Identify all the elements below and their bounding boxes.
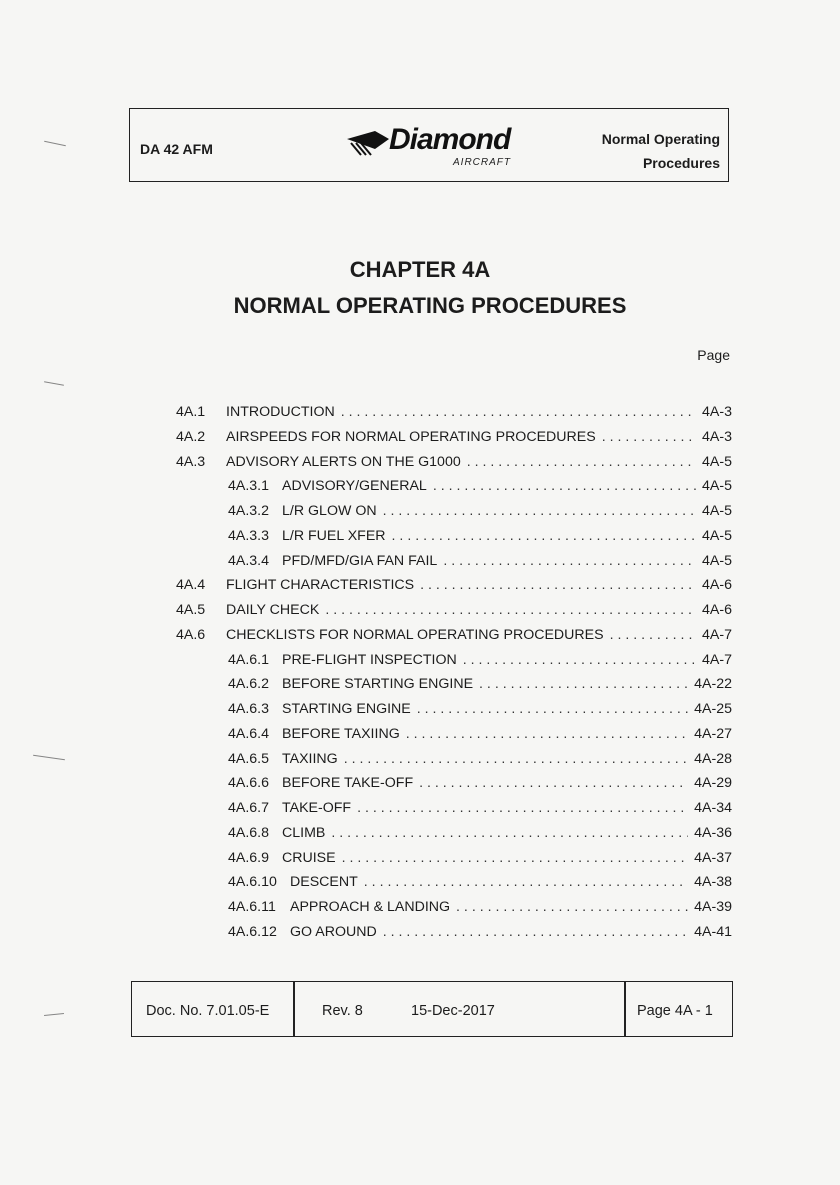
toc-entry-number: 4A.6.11 xyxy=(228,899,276,915)
toc-entry-number: 4A.6.7 xyxy=(228,800,270,816)
toc-entry-title: STARTING ENGINE xyxy=(282,701,411,717)
toc-dot-leader xyxy=(456,899,688,915)
footer-date: 15-Dec-2017 xyxy=(411,1003,495,1019)
toc-entry-title: DESCENT xyxy=(290,874,358,891)
toc-entry xyxy=(228,850,732,870)
toc-dot-leader xyxy=(419,775,688,791)
scan-mark xyxy=(44,1013,64,1016)
toc-entry-title: ADVISORY/GENERAL xyxy=(282,478,427,495)
toc-entry xyxy=(228,478,732,498)
wing-logo-icon xyxy=(345,127,391,157)
toc-entry-page: 4A-36 xyxy=(694,824,732,841)
toc-entry xyxy=(176,602,732,622)
toc-entry-number: 4A.6.2 xyxy=(228,676,270,693)
toc-entry-number: 4A.6.6 xyxy=(228,775,270,792)
toc-entry-number: 4A.3.4 xyxy=(228,552,270,569)
toc-entry-page: 4A-3 xyxy=(702,404,732,420)
toc-entry-page: 4A-38 xyxy=(694,874,732,891)
toc-entry xyxy=(228,676,732,696)
toc-entry-page: 4A-34 xyxy=(694,800,732,816)
toc-entry-title: CLIMB xyxy=(282,824,326,841)
footer-divider xyxy=(624,982,626,1036)
scan-mark xyxy=(33,755,65,760)
toc-entry xyxy=(228,800,732,820)
toc-dot-leader xyxy=(341,404,696,420)
toc-entry-title: BEFORE STARTING ENGINE xyxy=(282,676,474,693)
toc-dot-leader xyxy=(344,751,688,767)
toc-dot-leader xyxy=(610,627,696,643)
diamond-aircraft-logo xyxy=(345,123,525,173)
toc-entry-number: 4A.4 xyxy=(176,577,206,594)
toc-entry-title: AIRSPEEDS FOR NORMAL OPERATING PROCEDURES xyxy=(226,428,596,445)
logo-wordmark: Diamond xyxy=(389,123,511,156)
toc-entry-page: 4A-28 xyxy=(694,750,732,767)
toc-entry-page: 4A-5 xyxy=(702,453,732,470)
toc-entry xyxy=(176,404,732,424)
toc-entry-number: 4A.6.12 xyxy=(228,923,277,940)
scan-mark xyxy=(44,141,66,147)
toc-entry-page: 4A-5 xyxy=(702,478,732,495)
toc-entry-page: 4A-5 xyxy=(702,552,732,569)
header-document-id: DA 42 AFM xyxy=(140,141,213,157)
toc-entry-page: 4A-41 xyxy=(694,923,732,940)
toc-entry-title: TAKE-OFF xyxy=(282,800,352,816)
toc-dot-leader xyxy=(357,800,688,816)
toc-entry-title: BEFORE TAKE-OFF xyxy=(282,775,414,792)
scan-mark xyxy=(44,381,64,385)
toc-entry-page: 4A-6 xyxy=(702,602,732,618)
toc-entry-title: CHECKLISTS FOR NORMAL OPERATING PROCEDURES xyxy=(226,626,604,643)
toc-entry-page: 4A-7 xyxy=(702,626,732,643)
toc-dot-leader xyxy=(331,825,688,841)
footer-divider xyxy=(293,982,295,1036)
toc-dot-leader xyxy=(406,726,688,742)
toc-entry-number: 4A.2 xyxy=(176,428,206,445)
header-section-title xyxy=(602,127,720,175)
toc-dot-leader xyxy=(392,528,696,544)
toc-dot-leader xyxy=(479,676,688,692)
footer-revision: Rev. 8 xyxy=(322,1003,363,1019)
toc-entry-number: 4A.3.1 xyxy=(228,478,270,495)
toc-dot-leader xyxy=(325,602,696,618)
toc-page-column-label: Page xyxy=(697,347,730,363)
toc-entry-number: 4A.6.10 xyxy=(228,874,277,891)
toc-dot-leader xyxy=(433,478,696,494)
toc-entry-title: BEFORE TAXIING xyxy=(282,725,400,742)
footer-page-number: Page 4A - 1 xyxy=(637,1003,713,1019)
toc-entry-number: 4A.3 xyxy=(176,453,206,470)
toc-entry xyxy=(228,825,732,845)
toc-entry-title: PFD/MFD/GIA FAN FAIL xyxy=(282,552,438,569)
toc-entry-number: 4A.3.2 xyxy=(228,503,270,519)
toc-entry xyxy=(228,874,732,894)
toc-entry-title: PRE-FLIGHT INSPECTION xyxy=(282,651,457,668)
toc-entry xyxy=(228,503,732,523)
toc-dot-leader xyxy=(420,577,696,593)
toc-entry-title: L/R GLOW ON xyxy=(282,503,377,519)
toc-entry-title: APPROACH & LANDING xyxy=(290,899,451,915)
toc-entry-title: TAXIING xyxy=(282,750,338,767)
toc-entry-number: 4A.6.8 xyxy=(228,824,270,841)
toc-dot-leader xyxy=(383,503,696,519)
toc-entry-number: 4A.6.9 xyxy=(228,849,270,866)
header-section-line1: Normal Operating xyxy=(601,131,720,147)
toc-entry-number: 4A.6.5 xyxy=(228,750,270,767)
toc-entry-page: 4A-7 xyxy=(702,651,732,668)
toc-entry-page: 4A-39 xyxy=(694,899,732,915)
toc-entry xyxy=(228,924,732,944)
toc-entry-number: 4A.6.3 xyxy=(228,701,270,717)
toc-entry xyxy=(228,726,732,746)
toc-dot-leader xyxy=(463,652,696,668)
toc-entry-title: GO AROUND xyxy=(290,923,377,940)
toc-entry xyxy=(228,553,732,573)
toc-dot-leader xyxy=(342,850,689,866)
toc-entry-page: 4A-27 xyxy=(694,725,732,742)
toc-entry-number: 4A.3.3 xyxy=(228,527,270,544)
toc-entry xyxy=(176,429,732,449)
toc-entry-number: 4A.1 xyxy=(176,404,206,420)
toc-entry xyxy=(228,528,732,548)
logo-subtitle: AIRCRAFT xyxy=(453,157,511,168)
toc-entry-page: 4A-5 xyxy=(702,527,732,544)
toc-entry-number: 4A.6 xyxy=(176,626,206,643)
toc-dot-leader xyxy=(467,454,696,470)
toc-entry-page: 4A-3 xyxy=(702,428,732,445)
chapter-subtitle: NORMAL OPERATING PROCEDURES xyxy=(233,293,627,318)
toc-entry-title: DAILY CHECK xyxy=(226,602,320,618)
toc-entry-page: 4A-25 xyxy=(694,701,732,717)
toc-entry xyxy=(176,627,732,647)
toc-entry-number: 4A.6.1 xyxy=(228,651,270,668)
toc-entry xyxy=(176,454,732,474)
toc-entry-title: FLIGHT CHARACTERISTICS xyxy=(226,577,415,594)
toc-entry-number: 4A.5 xyxy=(176,602,206,618)
header-section-line2: Procedures xyxy=(642,155,720,171)
toc-entry xyxy=(228,775,732,795)
toc-entry-number: 4A.6.4 xyxy=(228,725,270,742)
toc-dot-leader xyxy=(443,553,696,569)
toc-dot-leader xyxy=(364,874,688,890)
toc-entry xyxy=(228,899,732,919)
toc-entry-page: 4A-29 xyxy=(694,775,732,792)
toc-entry xyxy=(228,751,732,771)
toc-entry-title: ADVISORY ALERTS ON THE G1000 xyxy=(226,453,461,470)
toc-entry-title: CRUISE xyxy=(282,849,336,866)
toc-dot-leader xyxy=(602,429,696,445)
page-header xyxy=(129,108,729,182)
toc-entry xyxy=(176,577,732,597)
toc-entry-page: 4A-22 xyxy=(694,676,732,693)
page-footer xyxy=(131,981,733,1037)
toc-entry xyxy=(228,652,732,672)
footer-doc-number: Doc. No. 7.01.05-E xyxy=(146,1003,270,1019)
toc-entry-title: L/R FUEL XFER xyxy=(282,527,386,544)
toc-entry-page: 4A-5 xyxy=(702,503,732,519)
toc-dot-leader xyxy=(383,924,688,940)
toc-entry-page: 4A-6 xyxy=(702,577,732,594)
toc-entry-title: INTRODUCTION xyxy=(226,404,335,420)
toc-entry-page: 4A-37 xyxy=(694,849,732,866)
toc-dot-leader xyxy=(417,701,688,717)
toc-entry xyxy=(228,701,732,721)
chapter-title: CHAPTER 4A xyxy=(349,257,491,282)
